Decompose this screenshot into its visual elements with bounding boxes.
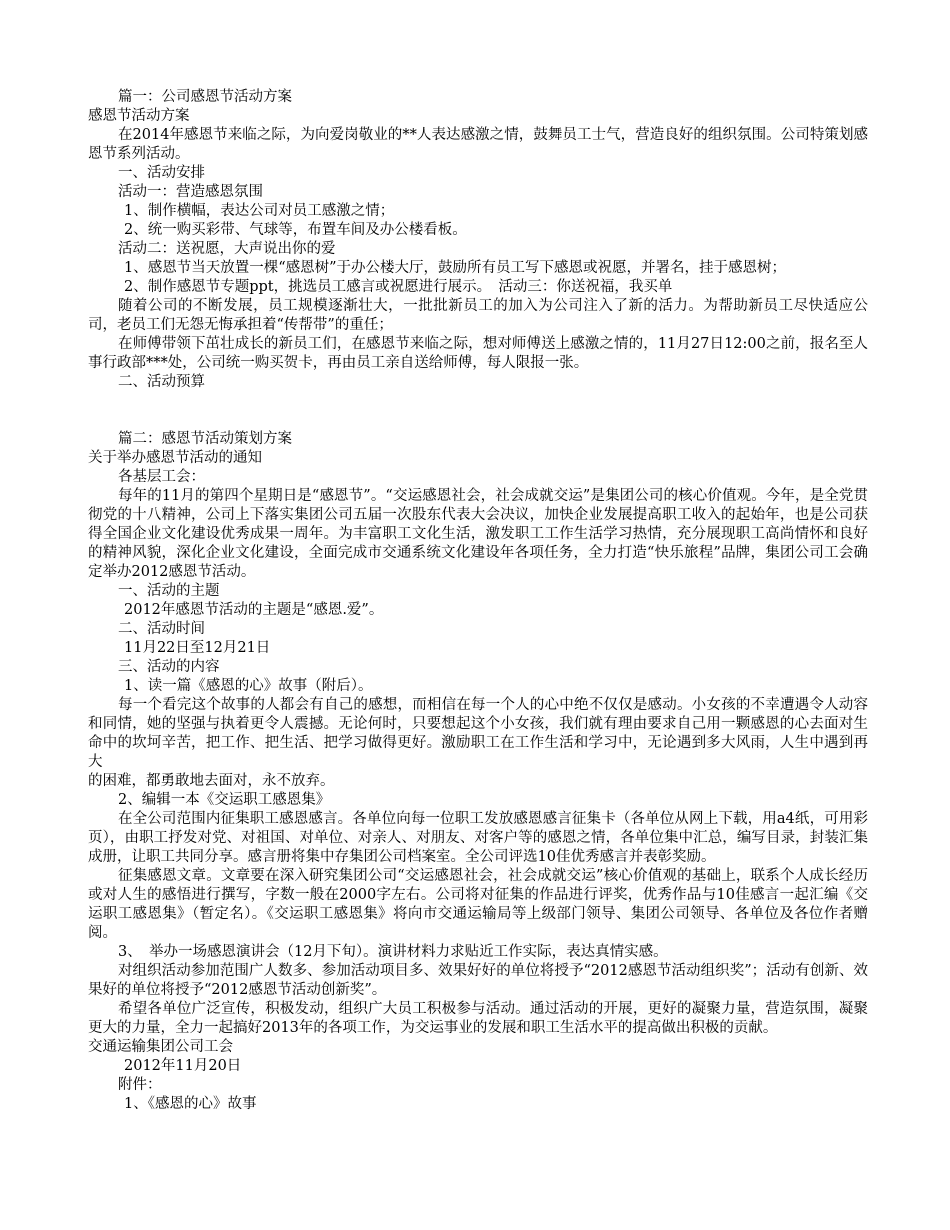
attachment-item: 1、《感恩的心》故事: [124, 1096, 257, 1112]
paragraph: 征集感恩文章。文章要在深入研究集团公司“交运感恩社会，社会成就交运”核心价值观的基础上，联系个人成长经历或对人生的感悟进行撰写，字数一般在2000字左右。公司将对征集的作品进行评奖，优秀作品与10佳感言一起汇编《交运职工感恩集》（暂定名）。《交运职工感恩集》将向市交通运输局等上级部门领导、集团公司领导、各单位及各位作者赠阅。: [88, 868, 868, 941]
paragraph: 在2014年感恩节来临之际，为向爱岗敬业的**人表达感激之情，鼓舞员工士气，营造良好的组织氛围。公司特策划感恩节系列活动。: [88, 127, 868, 162]
list-item: 2、制作感恩节专题ppt，挑选员工感言或祝愿进行展示。 活动三：你送祝福，我买单: [124, 279, 673, 295]
subheading: 二、活动预算: [118, 374, 205, 390]
subheading: 二、活动时间: [118, 621, 205, 637]
section-heading: 篇二：感恩节活动策划方案: [118, 431, 292, 447]
subheading: 一、活动安排: [118, 165, 205, 181]
list-item: 2、统一购买彩带、气球等，布置车间及办公楼看板。: [124, 222, 467, 238]
paragraph-continuation: 的困难，都勇敢地去面对，永不放弃。: [88, 773, 335, 789]
paragraph: 每一个看完这个故事的人都会有自己的感想，而相信在每一个人的心中绝不仅仅是感动。小女孩的不幸遭遇令人动容和同情，她的坚强与执着更令人震撼。无论何时，只要想起这个小女孩，我们就有理由要求自己用一颗感恩的心去面对生命中的坎坷辛苦，把工作、把生活、把学习做得更好。激励职工在工作生活和学习中，无论遇到多大风雨，人生中遇到再大: [88, 697, 868, 770]
doc-title: 感恩节活动方案: [88, 108, 190, 124]
date: 2012年11月20日: [124, 1058, 242, 1074]
document-page: [88, 88, 868, 1114]
subheading: 三、活动的内容: [118, 659, 220, 675]
paragraph: 希望各单位广泛宣传，积极发动，组织广大员工积极参与活动。通过活动的开展，更好的凝聚力量，营造氛围，凝聚更大的力量，全力一起搞好2013年的各项工作，为交运事业的发展和职工生活水平的提高做出积极的贡献。: [88, 1001, 868, 1036]
doc-title: 关于举办感恩节活动的通知: [88, 450, 262, 466]
paragraph: 对组织活动参加范围广人数多、参加活动项目多、效果好好的单位将授予“2012感恩节活动组织奖”；活动有创新、效果好的单位将授予“2012感恩节活动创新奖”。: [88, 963, 868, 998]
theme-text: 2012年感恩节活动的主题是“感恩.爱”。: [124, 602, 384, 618]
signer: 交通运输集团公司工会: [88, 1039, 233, 1055]
paragraph: 随着公司的不断发展，员工规模逐渐壮大，一批批新员工的加入为公司注入了新的活力。为帮助新员工尽快适应公司，老员工们无怨无悔承担着“传帮带”的重任；: [88, 298, 868, 333]
list-item: 2、编辑一本《交运职工感恩集》: [118, 792, 331, 808]
section-heading: 篇一：公司感恩节活动方案: [118, 89, 292, 105]
subheading: 一、活动的主题: [118, 583, 220, 599]
activity-title: 活动一：营造感恩氛围: [118, 184, 263, 200]
paragraph: 每年的11月的第四个星期日是“感恩节”。“交运感恩社会，社会成就交运”是集团公司的核心价值观。今年，是全党贯彻党的十八精神，公司上下落实集团公司五届一次股东代表大会决议，加快企业发展提高职工收入的起始年，也是公司获得全国企业文化建设优秀成果一周年。为丰富职工文化生活，激发职工工作生活学习热情，充分展现职工高尚情怀和良好的精神风貌，深化企业文化建设，全面完成市交通系统文化建设年各项任务，全力打造“快乐旅程”品牌，集团公司工会确定举办2012感恩节活动。: [88, 488, 868, 580]
attachment-label: 附件：: [118, 1077, 162, 1093]
list-item: 3、 举办一场感恩演讲会（12月下旬）。演讲材料力求贴近工作实际，表达真情实感。: [118, 944, 668, 960]
activity-title: 活动二：送祝愿，大声说出你的爱: [118, 241, 336, 257]
list-item: 1、读一篇《感恩的心》故事（附后）。: [124, 678, 373, 694]
time-text: 11月22日至12月21日: [124, 640, 271, 656]
salutation: 各基层工会：: [118, 469, 205, 485]
paragraph: 在全公司范围内征集职工感恩感言。各单位向每一位职工发放感恩感言征集卡（各单位从网上下载，用a4纸，可用彩页），由职工抒发对党、对祖国、对单位、对亲人、对朋友、对客户等的感恩之情，各单位集中汇总，编写目录，封装汇集成册，让职工共同分享。感言册将集中存集团公司档案室。全公司评选10佳优秀感言并表彰奖励。: [88, 811, 868, 865]
list-item: 1、制作横幅，表达公司对员工感激之情；: [124, 203, 395, 219]
list-item: 1、感恩节当天放置一棵“感恩树”于办公楼大厅，鼓励所有员工写下感恩或祝愿，并署名，挂于感恩树；: [124, 260, 787, 276]
paragraph: 在师傅带领下茁壮成长的新员工们，在感恩节来临之际，想对师傅送上感激之情的，11月27日12:00之前，报名至人事行政部***处，公司统一购买贺卡，再由员工亲自送给师傅，每人限报一张。: [88, 336, 868, 371]
